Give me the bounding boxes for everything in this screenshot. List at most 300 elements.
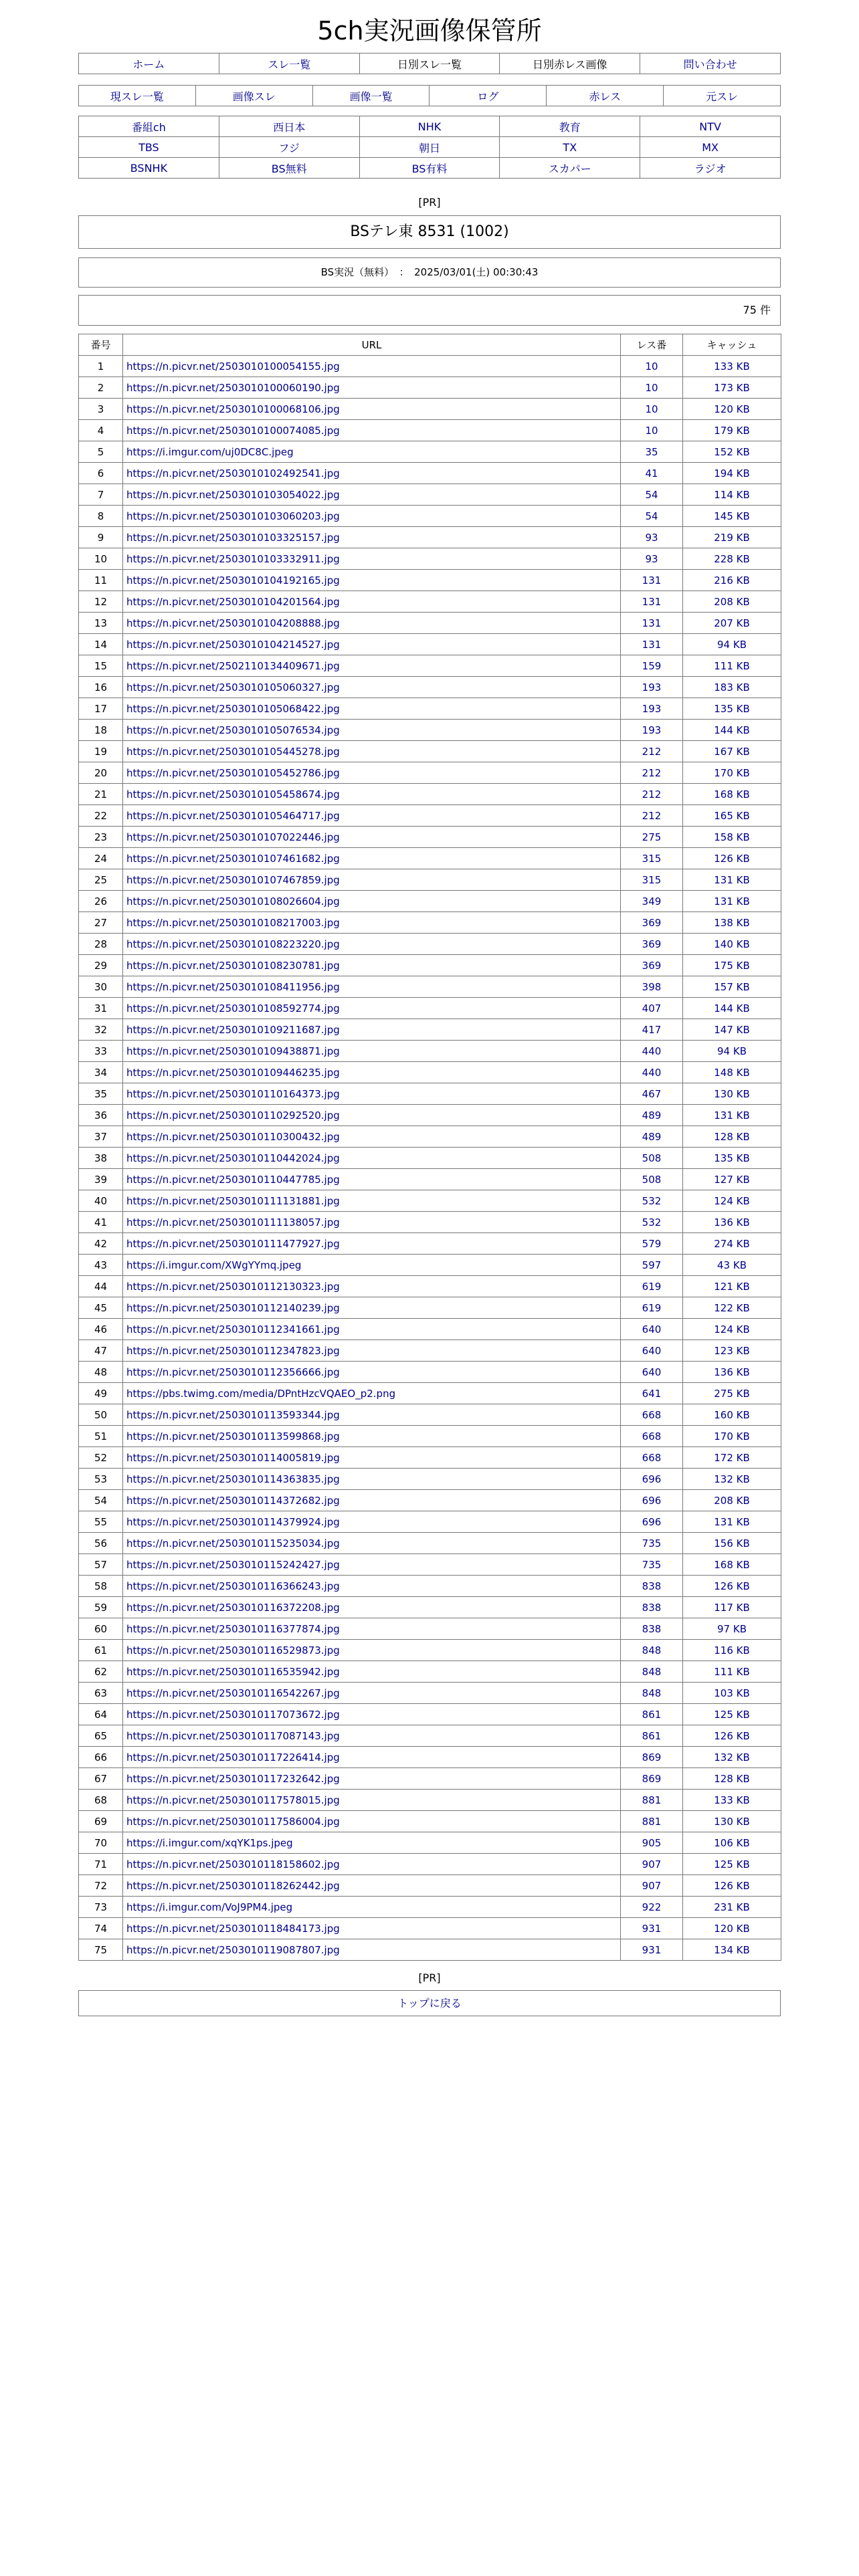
res-number-link[interactable]: 668 [621,1426,683,1447]
cache-link[interactable]: 145 KB [683,506,781,527]
cache-link[interactable]: 158 KB [683,827,781,848]
res-number-link[interactable]: 848 [621,1683,683,1704]
res-number-link[interactable]: 619 [621,1276,683,1297]
row-number: 62 [79,1661,123,1683]
res-number-link[interactable]: 668 [621,1447,683,1469]
row-number: 64 [79,1704,123,1725]
res-number-link[interactable]: 407 [621,998,683,1019]
res-number-link[interactable]: 212 [621,805,683,827]
thread-nav-item-5-label[interactable]: 赤レス [589,90,621,103]
image-url-link[interactable]: https://i.imgur.com/uj0DC8C.jpeg [126,445,294,458]
cache-link[interactable]: 148 KB [683,1062,781,1083]
image-url-link[interactable]: https://n.picvr.net/2503010107461682.jpg [126,852,340,865]
cache-link[interactable]: 132 KB [683,1747,781,1768]
nav-item-5-label[interactable]: 問い合わせ [683,58,737,71]
thread-nav-item-1[interactable] [79,86,196,106]
pr-label-bottom[interactable]: [PR] [418,1971,441,1984]
res-number-link[interactable]: 489 [621,1105,683,1126]
res-number-link[interactable]: 489 [621,1126,683,1148]
cache-link[interactable]: 130 KB [683,1811,781,1832]
pr-label-top[interactable]: [PR] [418,196,441,209]
cache-link[interactable]: 156 KB [683,1533,781,1554]
res-number-link[interactable]: 922 [621,1897,683,1918]
image-url-link[interactable]: https://n.picvr.net/2503010103054022.jpg [126,488,340,501]
res-number-link[interactable]: 193 [621,720,683,741]
cache-link[interactable]: 94 KB [683,634,781,655]
nav-item-1-label[interactable]: ホーム [132,58,165,71]
res-number-link[interactable]: 315 [621,848,683,869]
channel-link[interactable] [640,158,781,179]
res-number-link[interactable]: 369 [621,912,683,934]
thread-nav-item-6[interactable] [664,86,781,106]
image-url-link[interactable]: https://n.picvr.net/2503010115242427.jpg [126,1558,340,1571]
image-url-link[interactable]: https://n.picvr.net/2503010108592774.jpg [126,1002,340,1014]
image-url-link[interactable]: https://n.picvr.net/2503010102492541.jpg [126,467,340,479]
res-number-link[interactable]: 735 [621,1554,683,1576]
cache-link[interactable]: 111 KB [683,655,781,677]
nav-item-1[interactable] [79,53,219,74]
row-url-cell [123,1939,621,1961]
channel-link[interactable] [500,137,640,158]
image-url-link[interactable]: https://n.picvr.net/2503010109446235.jpg [126,1066,340,1079]
res-number-link[interactable]: 212 [621,741,683,762]
res-number-link[interactable]: 131 [621,591,683,613]
cache-link[interactable]: 94 KB [683,1041,781,1062]
image-url-link[interactable]: https://n.picvr.net/2503010105464717.jpg [126,809,340,822]
thread-nav-item-1-label[interactable]: 現スレ一覧 [110,90,164,103]
res-number-link[interactable]: 640 [621,1362,683,1383]
cache-link[interactable]: 167 KB [683,741,781,762]
thread-nav-item-2[interactable] [195,86,312,106]
cache-link[interactable]: 157 KB [683,976,781,998]
cache-link[interactable]: 135 KB [683,1148,781,1169]
cache-link[interactable]: 165 KB [683,805,781,827]
image-url-link[interactable]: https://n.picvr.net/2503010112140239.jpg [126,1301,340,1314]
row-url-cell [123,1768,621,1790]
row-number: 5 [79,441,123,463]
cache-link[interactable]: 219 KB [683,527,781,548]
image-url-link[interactable]: https://n.picvr.net/2503010117087143.jpg [126,1729,340,1742]
channel-link[interactable] [79,116,219,137]
channel-link-label[interactable]: フジ [278,141,300,154]
image-url-link[interactable]: https://n.picvr.net/2503010112130323.jpg [126,1280,340,1293]
cache-link[interactable]: 103 KB [683,1683,781,1704]
image-url-link[interactable]: https://n.picvr.net/2503010108217003.jpg [126,916,340,929]
image-url-link[interactable]: https://pbs.twimg.com/media/DPntHzcVQAEO_p2.png [126,1387,396,1400]
nav-item-2-label[interactable]: スレ一覧 [268,58,311,71]
res-number-link[interactable]: 881 [621,1790,683,1811]
channel-link-label[interactable]: NHK [417,120,442,133]
image-url-link[interactable]: https://n.picvr.net/2503010115235034.jpg [126,1537,340,1549]
res-number-link[interactable]: 467 [621,1083,683,1105]
image-url-link[interactable]: https://n.picvr.net/2503010117232642.jpg [126,1772,340,1785]
nav-item-5[interactable] [640,53,781,74]
res-number-link[interactable]: 193 [621,677,683,698]
channel-link-label[interactable]: NTV [699,120,721,133]
thread-nav-item-4[interactable] [430,86,547,106]
image-url-link[interactable]: https://n.picvr.net/2503010103060203.jpg [126,510,340,522]
channel-link-label[interactable]: 番組ch [131,120,166,134]
image-url-link[interactable]: https://n.picvr.net/2503010104192165.jpg [126,574,340,586]
res-number-link[interactable]: 640 [621,1340,683,1362]
row-number: 40 [79,1190,123,1212]
image-url-link[interactable]: https://n.picvr.net/2503010111138057.jpg [126,1216,340,1228]
image-url-link[interactable]: https://i.imgur.com/VoJ9PM4.jpeg [126,1901,293,1913]
table-row [79,399,781,420]
cache-link[interactable]: 128 KB [683,1126,781,1148]
res-number-link[interactable]: 848 [621,1661,683,1683]
row-number: 11 [79,570,123,591]
channel-link-label[interactable]: 朝日 [418,141,440,154]
res-number-link[interactable]: 532 [621,1190,683,1212]
cache-link[interactable]: 144 KB [683,998,781,1019]
res-number-link[interactable]: 931 [621,1918,683,1939]
cache-link[interactable]: 134 KB [683,1939,781,1961]
cache-link[interactable]: 120 KB [683,399,781,420]
image-url-link[interactable]: https://n.picvr.net/2503010108411956.jpg [126,980,340,993]
cache-link[interactable]: 116 KB [683,1640,781,1661]
thread-nav-item-6-label[interactable]: 元スレ [706,90,739,103]
image-url-link[interactable]: https://n.picvr.net/2503010114005819.jpg [126,1451,340,1464]
res-number-link[interactable]: 579 [621,1233,683,1255]
row-url-cell [123,1683,621,1704]
res-number-link[interactable]: 838 [621,1576,683,1597]
cache-link[interactable]: 133 KB [683,1790,781,1811]
cache-link[interactable]: 106 KB [683,1832,781,1854]
res-number-link[interactable]: 838 [621,1618,683,1640]
channel-link[interactable] [219,137,359,158]
image-url-link[interactable]: https://n.picvr.net/2503010100054155.jpg [126,360,340,372]
cache-link[interactable]: 128 KB [683,1768,781,1790]
image-url-link[interactable]: https://n.picvr.net/2503010116529873.jpg [126,1644,340,1656]
channel-link[interactable] [219,116,359,137]
image-url-link[interactable]: https://n.picvr.net/2503010107022446.jpg [126,831,340,843]
channel-link[interactable] [359,116,500,137]
channel-link[interactable] [500,116,640,137]
cache-link[interactable]: 168 KB [683,784,781,805]
res-number-link[interactable]: 54 [621,506,683,527]
image-url-link[interactable]: https://n.picvr.net/2503010107467859.jpg [126,873,340,886]
image-url-link[interactable]: https://n.picvr.net/2503010104214527.jpg [126,638,340,651]
res-number-link[interactable]: 93 [621,527,683,548]
channel-link-label[interactable]: スカパー [548,162,591,175]
res-number-link[interactable]: 848 [621,1640,683,1661]
cache-link[interactable]: 140 KB [683,934,781,955]
image-url-link[interactable]: https://n.picvr.net/2503010100074085.jpg [126,424,340,437]
image-url-link[interactable]: https://n.picvr.net/2503010111477927.jpg [126,1237,340,1250]
image-url-link[interactable]: https://n.picvr.net/2503010108223220.jpg [126,938,340,950]
res-number-link[interactable]: 35 [621,441,683,463]
res-number-link[interactable]: 315 [621,869,683,891]
res-number-link[interactable]: 54 [621,484,683,506]
res-number-link[interactable]: 532 [621,1212,683,1233]
table-row [79,1362,781,1383]
cache-link[interactable]: 131 KB [683,891,781,912]
cache-link[interactable]: 97 KB [683,1618,781,1640]
image-url-link[interactable]: https://n.picvr.net/2503010117578015.jpg [126,1794,340,1806]
res-number-link[interactable]: 907 [621,1854,683,1875]
cache-link[interactable]: 147 KB [683,1019,781,1041]
channel-link-label[interactable]: TBS [138,140,159,154]
image-url-link[interactable]: https://n.picvr.net/2503010111131881.jpg [126,1194,340,1207]
cache-link[interactable]: 135 KB [683,698,781,720]
res-number-link[interactable]: 861 [621,1704,683,1725]
image-url-link[interactable]: https://n.picvr.net/2503010110164373.jpg [126,1087,340,1100]
res-number-link[interactable]: 349 [621,891,683,912]
res-number-link[interactable]: 597 [621,1255,683,1276]
res-number-link[interactable]: 398 [621,976,683,998]
row-url-cell [123,1447,621,1469]
channel-link[interactable] [500,158,640,179]
image-url-link[interactable]: https://n.picvr.net/2503010105068422.jpg [126,702,340,715]
row-number: 61 [79,1640,123,1661]
res-number-link[interactable]: 131 [621,613,683,634]
image-url-link[interactable]: https://n.picvr.net/2503010105452786.jpg [126,766,340,779]
cache-link[interactable]: 122 KB [683,1297,781,1319]
image-url-link[interactable]: https://n.picvr.net/2503010117586004.jpg [126,1815,340,1828]
cache-link[interactable]: 208 KB [683,1490,781,1511]
image-url-link[interactable]: https://n.picvr.net/2503010100060190.jpg [126,381,340,394]
image-url-link[interactable]: https://n.picvr.net/2502110134409671.jpg [126,659,340,672]
image-url-link[interactable]: https://n.picvr.net/2503010112347823.jpg [126,1344,340,1357]
channel-link[interactable] [640,116,781,137]
res-number-link[interactable]: 193 [621,698,683,720]
cache-link[interactable]: 194 KB [683,463,781,484]
res-number-link[interactable]: 881 [621,1811,683,1832]
image-url-link[interactable]: https://n.picvr.net/2503010118158602.jpg [126,1858,340,1870]
res-number-link[interactable]: 838 [621,1597,683,1618]
image-url-link[interactable]: https://n.picvr.net/2503010114363835.jpg [126,1473,340,1485]
res-number-link[interactable]: 131 [621,570,683,591]
res-number-link[interactable]: 10 [621,356,683,377]
res-number-link[interactable]: 907 [621,1875,683,1897]
res-number-link[interactable]: 861 [621,1725,683,1747]
image-url-link[interactable]: https://n.picvr.net/2503010117073672.jpg [126,1708,340,1721]
res-number-link[interactable]: 440 [621,1062,683,1083]
cache-link[interactable]: 120 KB [683,1918,781,1939]
image-url-link[interactable]: https://n.picvr.net/2503010108026604.jpg [126,895,340,907]
cache-link[interactable]: 131 KB [683,869,781,891]
cache-link[interactable]: 125 KB [683,1854,781,1875]
image-url-link[interactable]: https://n.picvr.net/2503010118262442.jpg [126,1879,340,1892]
cache-link[interactable]: 114 KB [683,484,781,506]
row-number: 50 [79,1404,123,1426]
res-number-link[interactable]: 10 [621,399,683,420]
channel-link-label[interactable]: BS無料 [271,162,307,175]
row-number: 65 [79,1725,123,1747]
cache-link[interactable]: 175 KB [683,955,781,976]
cache-link[interactable]: 111 KB [683,1661,781,1683]
res-number-link[interactable]: 931 [621,1939,683,1961]
image-url-link[interactable]: https://i.imgur.com/xqYK1ps.jpeg [126,1836,293,1849]
channel-link-label[interactable]: BSNHK [130,161,168,175]
res-number-link[interactable]: 696 [621,1490,683,1511]
cache-link[interactable]: 126 KB [683,848,781,869]
res-number-link[interactable]: 869 [621,1747,683,1768]
cache-link[interactable]: 152 KB [683,441,781,463]
back-to-top-link[interactable]: トップに戻る [397,1997,462,2010]
cache-link[interactable]: 125 KB [683,1704,781,1725]
cache-link[interactable]: 43 KB [683,1255,781,1276]
cache-link[interactable]: 173 KB [683,377,781,399]
image-url-link[interactable]: https://n.picvr.net/2503010108230781.jpg [126,959,340,972]
cache-link[interactable]: 126 KB [683,1875,781,1897]
image-url-link[interactable]: https://n.picvr.net/2503010116372208.jpg [126,1601,340,1614]
cache-link[interactable]: 123 KB [683,1340,781,1362]
thread-nav-item-5[interactable] [547,86,664,106]
image-url-link[interactable]: https://n.picvr.net/2503010113599868.jpg [126,1430,340,1442]
res-number-link[interactable]: 440 [621,1041,683,1062]
cache-link[interactable]: 216 KB [683,570,781,591]
cache-link[interactable]: 124 KB [683,1319,781,1340]
res-number-link[interactable]: 41 [621,463,683,484]
cache-link[interactable]: 275 KB [683,1383,781,1404]
image-url-link[interactable]: https://n.picvr.net/2503010110442024.jpg [126,1152,340,1164]
cache-link[interactable]: 131 KB [683,1511,781,1533]
cache-link[interactable]: 117 KB [683,1597,781,1618]
cache-link[interactable]: 144 KB [683,720,781,741]
cache-link[interactable]: 127 KB [683,1169,781,1190]
table-row [79,1255,781,1276]
cache-link[interactable]: 170 KB [683,762,781,784]
res-number-link[interactable]: 131 [621,634,683,655]
cache-link[interactable]: 228 KB [683,548,781,570]
image-url-link[interactable]: https://n.picvr.net/2503010112341661.jpg [126,1323,340,1335]
image-url-link[interactable]: https://n.picvr.net/2503010105060327.jpg [126,681,340,693]
res-number-link[interactable]: 735 [621,1533,683,1554]
image-url-link[interactable]: https://n.picvr.net/2503010116377874.jpg [126,1622,340,1635]
cache-link[interactable]: 132 KB [683,1469,781,1490]
channel-link[interactable] [79,137,219,158]
res-number-link[interactable]: 641 [621,1383,683,1404]
res-number-link[interactable]: 417 [621,1019,683,1041]
res-number-link[interactable]: 696 [621,1469,683,1490]
cache-link[interactable]: 138 KB [683,912,781,934]
res-number-link[interactable]: 869 [621,1768,683,1790]
channel-link[interactable] [359,158,500,179]
image-url-link[interactable]: https://n.picvr.net/2503010110292520.jpg [126,1109,340,1121]
image-url-link[interactable]: https://n.picvr.net/2503010109438871.jpg [126,1045,340,1057]
channel-link[interactable] [79,158,219,179]
res-number-link[interactable]: 212 [621,762,683,784]
res-number-link[interactable]: 10 [621,420,683,441]
res-number-link[interactable]: 369 [621,934,683,955]
cache-link[interactable]: 130 KB [683,1083,781,1105]
image-url-link[interactable]: https://n.picvr.net/2503010116366243.jpg [126,1580,340,1592]
res-number-link[interactable]: 668 [621,1404,683,1426]
cache-link[interactable]: 207 KB [683,613,781,634]
cache-link[interactable]: 124 KB [683,1190,781,1212]
res-number-link[interactable]: 905 [621,1832,683,1854]
cache-link[interactable]: 208 KB [683,591,781,613]
cache-link[interactable]: 183 KB [683,677,781,698]
channel-link-label[interactable]: ラジオ [694,162,727,175]
thread-nav-item-3[interactable] [312,86,430,106]
cache-link[interactable]: 274 KB [683,1233,781,1255]
image-url-link[interactable]: https://n.picvr.net/2503010104208888.jpg [126,617,340,629]
channel-link[interactable] [359,137,500,158]
channel-link-label[interactable]: MX [702,140,719,154]
image-url-link[interactable]: https://n.picvr.net/2503010103332911.jpg [126,552,340,565]
res-number-link[interactable]: 10 [621,377,683,399]
image-url-link[interactable]: https://n.picvr.net/2503010114372682.jpg [126,1494,340,1507]
res-number-link[interactable]: 508 [621,1169,683,1190]
row-url-cell [123,1169,621,1190]
cache-link[interactable]: 133 KB [683,356,781,377]
res-number-link[interactable]: 640 [621,1319,683,1340]
table-row [79,805,781,827]
res-number-link[interactable]: 619 [621,1297,683,1319]
image-url-link[interactable]: https://n.picvr.net/2503010113593344.jpg [126,1408,340,1421]
res-number-link[interactable]: 159 [621,655,683,677]
res-number-link[interactable]: 275 [621,827,683,848]
image-url-link[interactable]: https://n.picvr.net/2503010112356666.jpg [126,1366,340,1378]
table-row [79,441,781,463]
cache-link[interactable]: 172 KB [683,1447,781,1469]
row-number: 32 [79,1019,123,1041]
cache-link[interactable]: 136 KB [683,1362,781,1383]
image-url-link[interactable]: https://n.picvr.net/2503010118484173.jpg [126,1922,340,1935]
image-url-link[interactable]: https://n.picvr.net/2503010116535942.jpg [126,1665,340,1678]
image-url-link[interactable]: https://i.imgur.com/XWgYYmq.jpeg [126,1259,302,1271]
cache-link[interactable]: 231 KB [683,1897,781,1918]
image-url-link[interactable]: https://n.picvr.net/2503010105445278.jpg [126,745,340,758]
image-url-link[interactable]: https://n.picvr.net/2503010116542267.jpg [126,1687,340,1699]
table-row [79,1126,781,1148]
channel-link-label[interactable]: BS有料 [411,162,448,175]
thread-nav-item-4-label[interactable]: ログ [477,90,499,103]
thread-nav-item-3-label[interactable]: 画像一覧 [349,90,393,103]
image-url-link[interactable]: https://n.picvr.net/2503010100068106.jpg [126,403,340,415]
cache-link[interactable]: 126 KB [683,1576,781,1597]
cache-link[interactable]: 136 KB [683,1212,781,1233]
image-url-link[interactable]: https://n.picvr.net/2503010105076534.jpg [126,724,340,736]
image-url-link[interactable]: https://n.picvr.net/2503010117226414.jpg [126,1751,340,1763]
res-number-link[interactable]: 93 [621,548,683,570]
res-number-link[interactable]: 212 [621,784,683,805]
image-url-link[interactable]: https://n.picvr.net/2503010103325157.jpg [126,531,340,544]
image-url-link[interactable]: https://n.picvr.net/2503010109211687.jpg [126,1023,340,1036]
image-url-link[interactable]: https://n.picvr.net/2503010110300432.jpg [126,1130,340,1143]
thread-nav-item-2-label[interactable]: 画像スレ [232,90,276,103]
channel-link-label[interactable]: TX [563,140,577,154]
cache-link[interactable]: 131 KB [683,1105,781,1126]
cache-link[interactable]: 168 KB [683,1554,781,1576]
res-number-link[interactable]: 369 [621,955,683,976]
cache-link[interactable]: 121 KB [683,1276,781,1297]
image-url-link[interactable]: https://n.picvr.net/2503010105458674.jpg [126,788,340,800]
cache-link[interactable]: 160 KB [683,1404,781,1426]
channel-link-label[interactable]: 西日本 [273,120,306,134]
image-url-link[interactable]: https://n.picvr.net/2503010104201564.jpg [126,595,340,608]
res-number-link[interactable]: 508 [621,1148,683,1169]
image-url-link[interactable]: https://n.picvr.net/2503010114379924.jpg [126,1515,340,1528]
row-url-cell [123,1062,621,1083]
channel-link-label[interactable]: 教育 [559,120,581,134]
cache-link[interactable]: 126 KB [683,1725,781,1747]
channel-link[interactable] [640,137,781,158]
row-number: 2 [79,377,123,399]
nav-item-2[interactable] [219,53,359,74]
res-number-link[interactable]: 696 [621,1511,683,1533]
row-number: 59 [79,1597,123,1618]
table-row [79,1404,781,1426]
cache-link[interactable]: 179 KB [683,420,781,441]
image-url-link[interactable]: https://n.picvr.net/2503010119087807.jpg [126,1943,340,1956]
channel-link[interactable] [219,158,359,179]
image-url-link[interactable]: https://n.picvr.net/2503010110447785.jpg [126,1173,340,1186]
cache-link[interactable]: 170 KB [683,1426,781,1447]
